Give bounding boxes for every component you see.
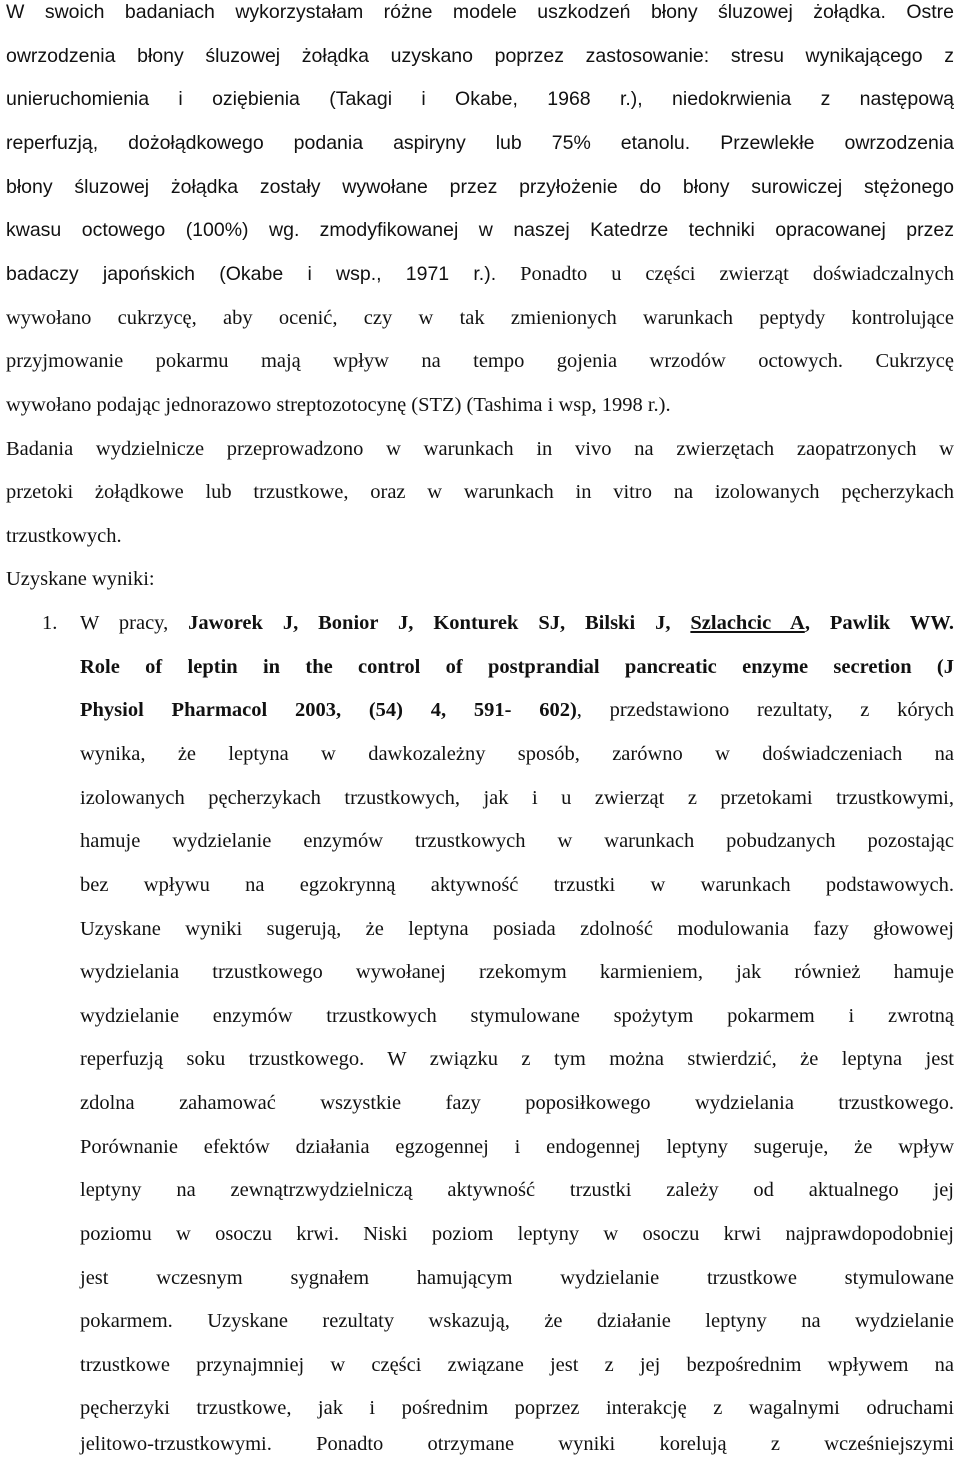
underlined-author: Szlachcic A bbox=[690, 612, 805, 634]
text-line bbox=[6, 262, 954, 286]
text-segment: Przewlekłe owrzodzenia bbox=[720, 132, 954, 154]
text-line: W swoich badaniach wykorzystałam różne modele uszkodzeń błony śluzowej żołądka. Ostre bbox=[6, 1, 954, 23]
text-line: jelitowo-trzustkowymi. Ponadto otrzymane wyniki korelują z wcześniejszymi bbox=[80, 1433, 954, 1455]
paper-title: Role of leptin in the control of postprandial pancreatic enzyme secretion bbox=[80, 656, 912, 678]
text-line: trzustkowe przynajmniej w części związane jest z jej bezpośrednim wpływem na bbox=[80, 1354, 954, 1376]
citation-title-line bbox=[80, 655, 954, 679]
text-line: Uzyskane wyniki sugerują, że leptyna posiada zdolność modulowania fazy głowowej bbox=[80, 918, 954, 940]
results-heading: Uzyskane wyniki: bbox=[6, 568, 155, 590]
text-line: trzustkowych. bbox=[6, 525, 122, 547]
journal-open: (J bbox=[936, 656, 954, 678]
citation-authors-line bbox=[80, 611, 954, 635]
text-line: pęcherzyki trzustkowe, jak i pośrednim poprzez interakcję z wagalnymi odruchami bbox=[80, 1397, 954, 1419]
text-line: bez wpływu na egzokrynną aktywność trzustki w warunkach podstawowych. bbox=[80, 874, 954, 896]
text-line: wywołano podając jednorazowo streptozotocynę (STZ) (Tashima i wsp, 1998 r.). bbox=[6, 394, 671, 416]
list-number: 1. bbox=[42, 612, 58, 634]
text-line: owrzodzenia błony śluzowej żołądka uzyskano poprzez zastosowanie: stresu wynikającego z bbox=[6, 45, 954, 67]
text-segment: Ponadto u części zwierząt doświadczalnych bbox=[520, 263, 954, 285]
text-line: wywołano cukrzycę, aby ocenić, czy w tak zmienionych warunkach peptydy kontrolujące bbox=[6, 307, 954, 329]
text-line: reperfuzją soku trzustkowego. W związku z tym można stwierdzić, że leptyna jest bbox=[80, 1048, 954, 1070]
text-line: wydzielania trzustkowego wywołanej rzekomym karmieniem, jak również hamuje bbox=[80, 961, 954, 983]
journal-reference: Physiol Pharmacol 2003, (54) 4, 591- 602) bbox=[80, 699, 577, 721]
text-segment: reperfuzją, dożołądkowego podania aspiryny lub 75% etanolu. bbox=[6, 132, 691, 154]
text-segment: , przedstawiono rezultaty, z kórych bbox=[576, 699, 954, 721]
text-line bbox=[6, 131, 954, 155]
text-line: hamuje wydzielanie enzymów trzustkowych w warunkach pobudzanych pozostając bbox=[80, 830, 954, 852]
text-line: wydzielanie enzymów trzustkowych stymulowane spożytym pokarmem i zwrotną bbox=[80, 1005, 954, 1027]
text-segment: W pracy, bbox=[80, 612, 169, 634]
authors: Jaworek J, Bonior J, Konturek SJ, Bilski J, bbox=[188, 612, 671, 634]
text-line: izolowanych pęcherzykach trzustkowych, jak i u zwierząt z przetokami trzustkowymi, bbox=[80, 787, 954, 809]
text-segment: zmodyfikowanej w naszej Katedrze techniki opracowanej przez bbox=[319, 219, 954, 241]
text-line: zdolna zahamować wszystkie fazy poposiłkowego wydzielania trzustkowego. bbox=[80, 1092, 954, 1114]
text-segment: badaczy japońskich (Okabe i wsp., 1971 r.). bbox=[6, 263, 497, 285]
text-line: przetoki żołądkowe lub trzustkowe, oraz w warunkach in vitro na izolowanych pęcherzykach bbox=[6, 481, 954, 503]
text-line: unieruchomienia i oziębienia (Takagi i Okabe, 1968 r.), niedokrwienia z następową bbox=[6, 88, 954, 110]
text-line: jest wczesnym sygnałem hamującym wydzielanie trzustkowe stymulowane bbox=[80, 1267, 954, 1289]
text-line: Badania wydzielnicze przeprowadzono w warunkach in vivo na zwierzętach zaopatrzonych w bbox=[6, 438, 954, 460]
text-line: Porównanie efektów działania egzogennej i endogennej leptyny sugeruje, że wpływ bbox=[80, 1136, 954, 1158]
text-segment: kwasu octowego (100%) wg. bbox=[6, 219, 300, 241]
citation-journal-line bbox=[80, 698, 954, 722]
authors-tail: , Pawlik WW. bbox=[804, 612, 955, 634]
text-line: leptyny na zewnątrzwydzielniczą aktywność trzustki zależy od aktualnego jej bbox=[80, 1179, 954, 1201]
text-line bbox=[6, 218, 954, 242]
text-line: błony śluzowej żołądka zostały wywołane przez przyłożenie do błony surowiczej stężonego bbox=[6, 176, 954, 198]
text-line: wynika, że leptyna w dawkozależny sposób, zarówno w doświadczeniach na bbox=[80, 743, 954, 765]
text-line: poziomu w osoczu krwi. Niski poziom leptyny w osoczu krwi najprawdopodobniej bbox=[80, 1223, 954, 1245]
text-line: przyjmowanie pokarmu mają wpływ na tempo gojenia wrzodów octowych. Cukrzycę bbox=[6, 350, 954, 372]
text-line: pokarmem. Uzyskane rezultaty wskazują, że działanie leptyny na wydzielanie bbox=[80, 1310, 954, 1332]
